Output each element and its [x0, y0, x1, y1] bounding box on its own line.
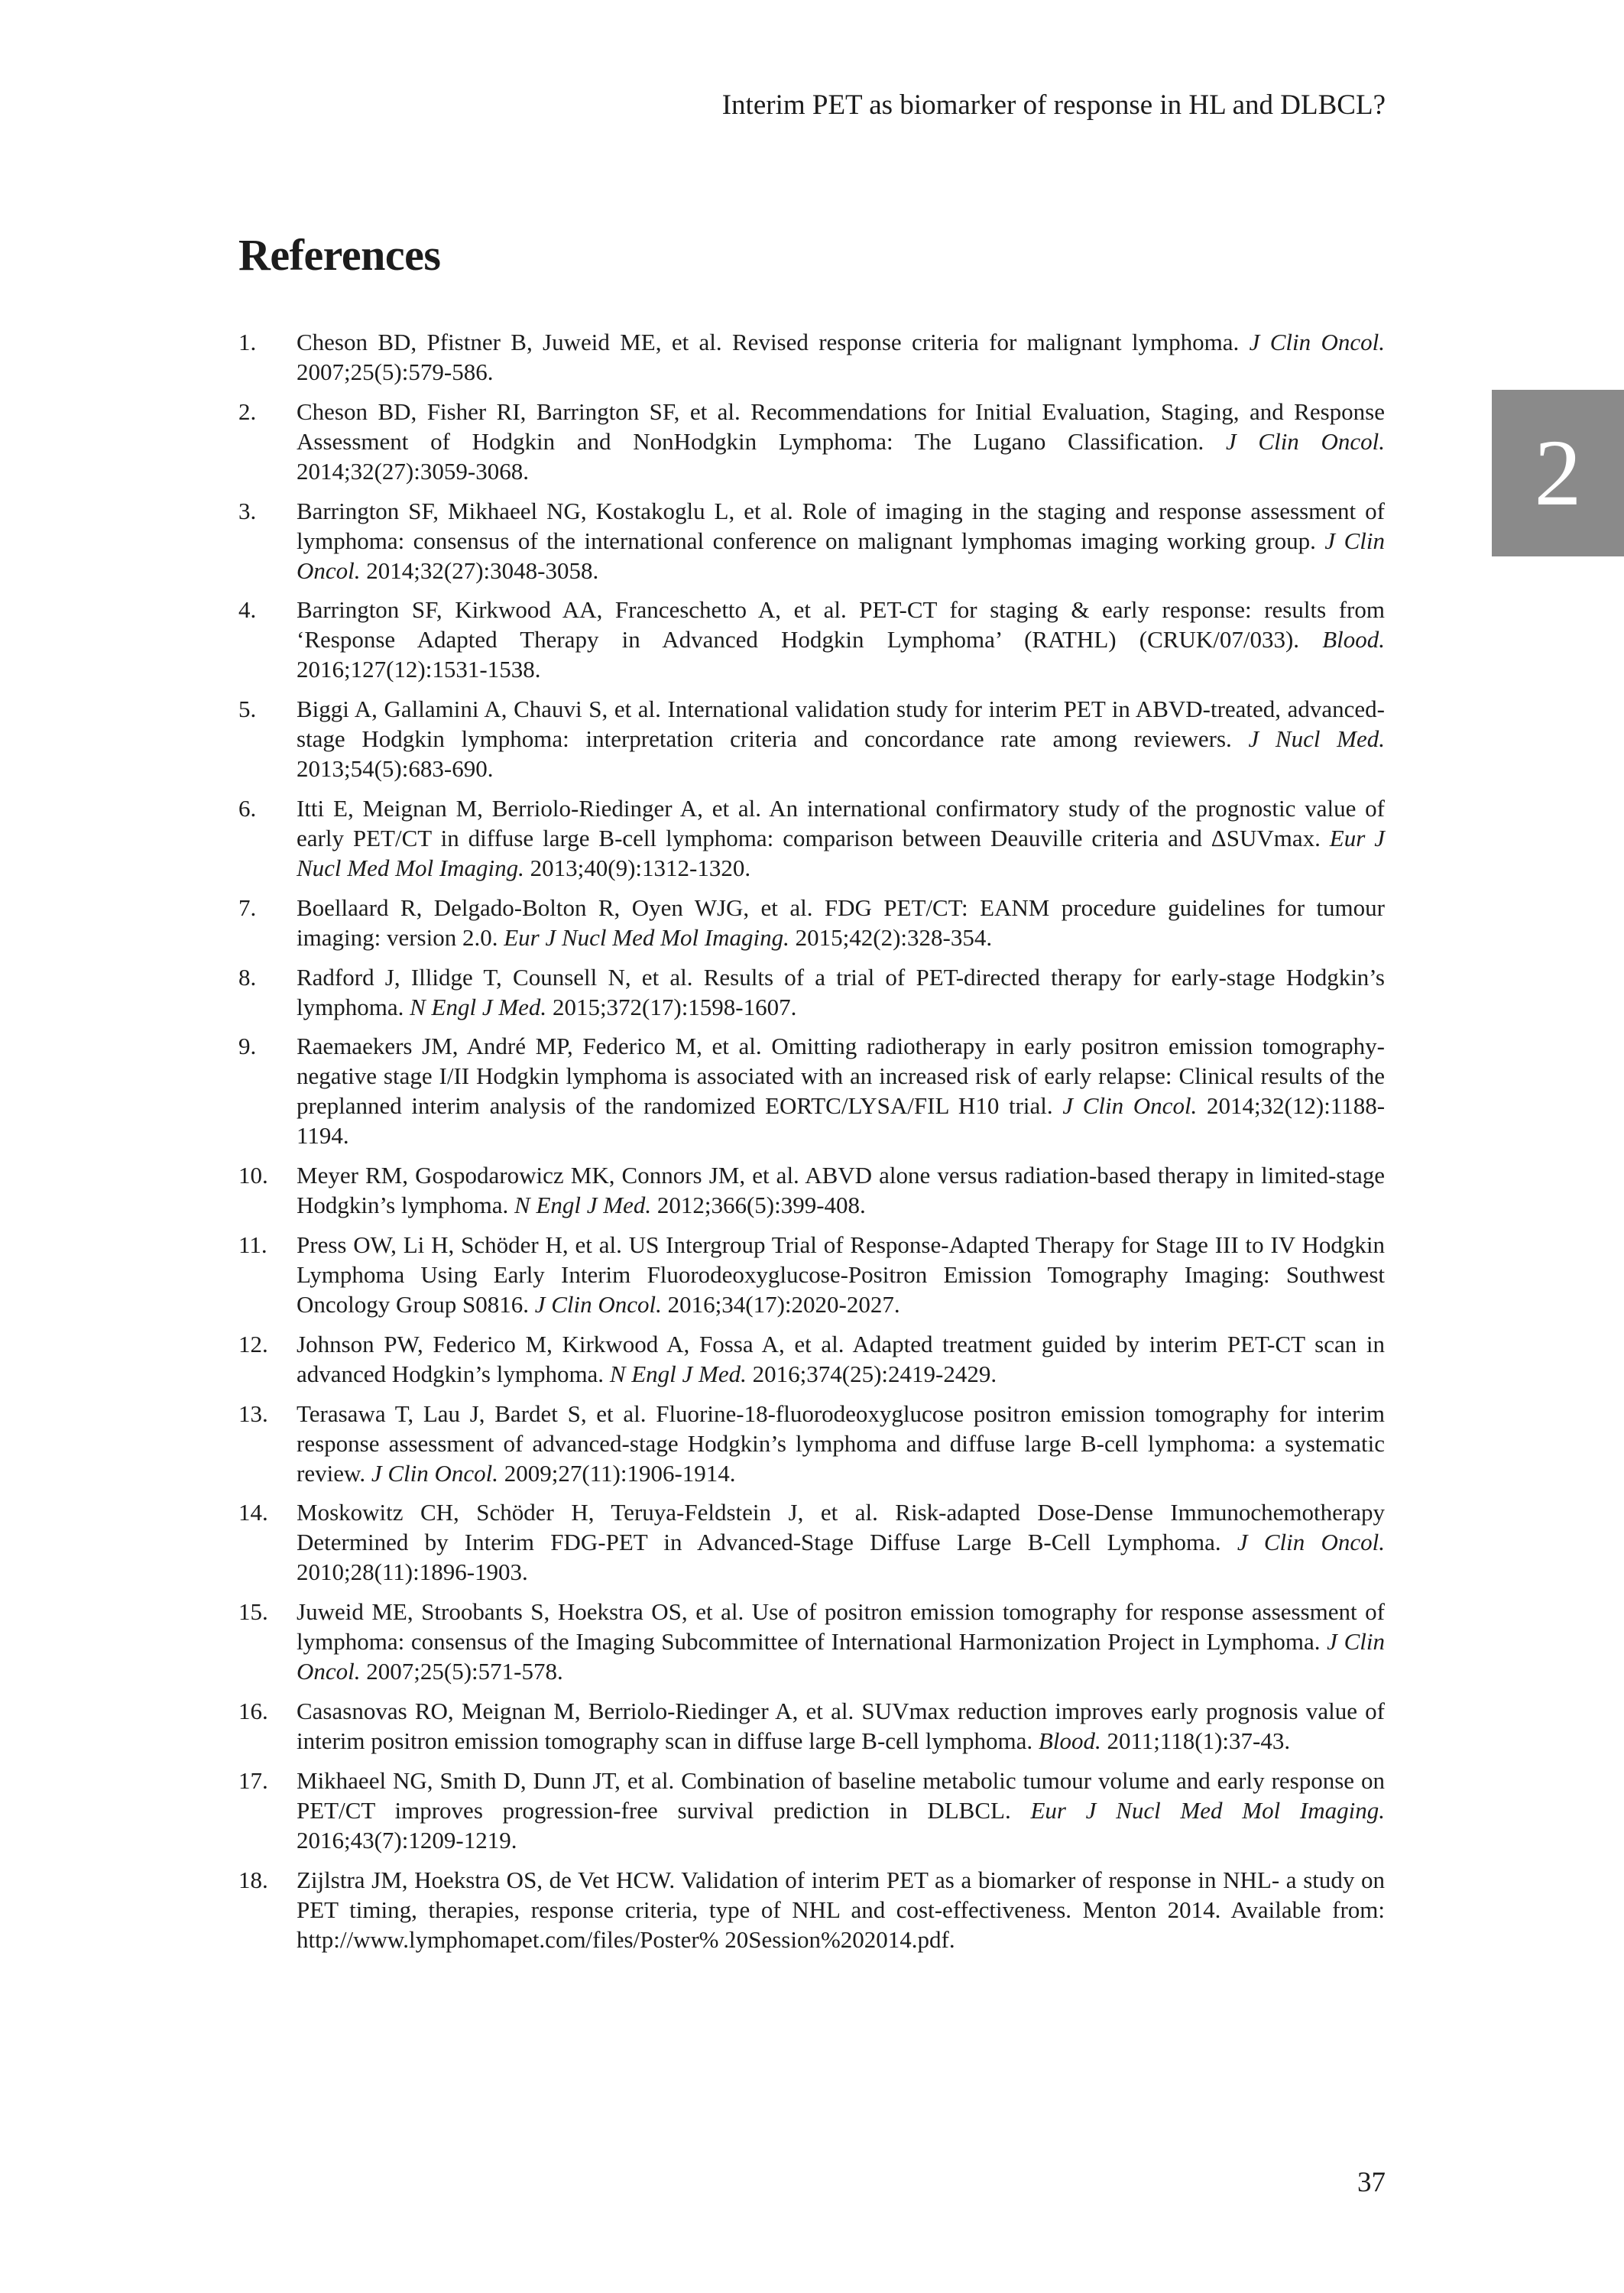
- reference-body: [297, 327, 1385, 387]
- reference-journal: J Clin Oncol.: [534, 1290, 662, 1318]
- reference-number: 17.: [238, 1766, 268, 1794]
- reference-body: [297, 1597, 1385, 1686]
- reference-text: Press OW, Li H, Schöder H, et al. US Intergroup Trial of Response-Adapted Therapy for Stage III to IV Hodgkin Lymphoma Using Early Interim Fluorodeoxyglucose-Positron Emission Tomography Imaging: Southwest Oncology Group S0816.: [297, 1231, 1385, 1318]
- reference-text: Barrington SF, Mikhaeel NG, Kostakoglu L, et al. Role of imaging in the staging and response assessment of lymphoma: consensus of the international conference on malignant lymphomas imaging working group.: [297, 497, 1385, 554]
- reference-item: [238, 595, 1385, 684]
- reference-number: 11.: [238, 1231, 267, 1258]
- section-heading: References: [238, 230, 441, 280]
- reference-number: 6.: [238, 794, 257, 822]
- reference-citation: 2010;28(11):1896-1903.: [297, 1558, 528, 1586]
- reference-journal: Blood.: [1038, 1727, 1101, 1754]
- reference-item: [238, 397, 1385, 486]
- reference-text: Radford J, Illidge T, Counsell N, et al. Results of a trial of PET-directed therapy for early-stage Hodgkin’s lymphoma.: [297, 963, 1385, 1020]
- reference-text: Cheson BD, Fisher RI, Barrington SF, et al. Recommendations for Initial Evaluation, Staging, and Response Assessment of Hodgkin and NonHodgkin Lymphoma: The Lugano Classification.: [297, 397, 1385, 455]
- reference-number: 15.: [238, 1598, 268, 1626]
- reference-number: 10.: [238, 1162, 268, 1189]
- reference-number: 18.: [238, 1866, 268, 1893]
- reference-text: Meyer RM, Gospodarowicz MK, Connors JM, et al. ABVD alone versus radiation-based therapy in limited-stage Hodgkin’s lymphoma.: [297, 1162, 1385, 1219]
- reference-body: [297, 1230, 1385, 1319]
- running-head: Interim PET as biomarker of response in HL and DLBCL?: [721, 89, 1386, 121]
- reference-body: [297, 962, 1385, 1022]
- reference-body: [297, 1031, 1385, 1150]
- reference-citation: 2016;374(25):2419-2429.: [746, 1360, 997, 1387]
- reference-item: [238, 1497, 1385, 1587]
- reference-journal: J Clin Oncol.: [1249, 329, 1386, 355]
- reference-text: Juweid ME, Stroobants S, Hoekstra OS, et al. Use of positron emission tomography for response assessment of lymphoma: consensus of the Imaging Subcommittee of International Harmonization Project in Lymphoma.: [297, 1598, 1385, 1656]
- reference-item: [238, 1399, 1385, 1488]
- reference-item: [238, 327, 1385, 387]
- reference-item: [238, 893, 1385, 952]
- reference-citation: 2014;32(27):3059-3068.: [297, 457, 529, 485]
- reference-text: Casasnovas RO, Meignan M, Berriolo-Riedinger A, et al. SUVmax reduction improves early prognosis value of interim positron emission tomography scan in diffuse large B-cell lymphoma.: [297, 1697, 1385, 1754]
- reference-journal: N Engl J Med.: [410, 993, 547, 1020]
- reference-text: Boellaard R, Delgado-Bolton R, Oyen WJG, et al. FDG PET/CT: EANM procedure guidelines for tumour imaging: version 2.0.: [297, 894, 1385, 951]
- reference-item: [238, 1696, 1385, 1756]
- reference-citation: 2009;27(11):1906-1914.: [498, 1459, 736, 1487]
- reference-number: 9.: [238, 1033, 257, 1060]
- reference-body: [297, 694, 1385, 783]
- reference-text: Itti E, Meignan M, Berriolo-Riedinger A, et al. An international confirmatory study of the prognostic value of early PET/CT in diffuse large B-cell lymphoma: comparison between Deauville criteria and ΔSUVmax.: [297, 794, 1385, 851]
- reference-body: [297, 1865, 1385, 1954]
- reference-citation: 2012;366(5):399-408.: [651, 1192, 866, 1219]
- reference-citation: 2016;34(17):2020-2027.: [661, 1290, 900, 1318]
- reference-journal: Blood.: [1322, 626, 1385, 654]
- reference-citation: 2015;42(2):328-354.: [789, 923, 993, 951]
- reference-number: 7.: [238, 894, 257, 921]
- reference-journal: N Engl J Med.: [609, 1360, 747, 1387]
- reference-number: 3.: [238, 497, 257, 524]
- reference-number: 14.: [238, 1499, 268, 1526]
- reference-item: [238, 694, 1385, 783]
- reference-text: Zijlstra JM, Hoekstra OS, de Vet HCW. Validation of interim PET as a biomarker of response in NHL- a study on PET timing, therapies, response criteria, type of NHL and cost-effectiveness. Menton 2014. Available from: http://www.lymphomapet.com/files/Poster% 20Session%202014.pdf.: [297, 1866, 1385, 1953]
- reference-body: [297, 793, 1385, 883]
- reference-body: [297, 397, 1385, 486]
- reference-text: Biggi A, Gallamini A, Chauvi S, et al. International validation study for interim PET in ABVD-treated, advanced-stage Hodgkin lymphoma: interpretation criteria and concordance rate among reviewers.: [297, 696, 1385, 753]
- reference-journal: J Clin Oncol.: [1062, 1092, 1198, 1120]
- reference-journal: J Clin Oncol.: [371, 1459, 499, 1487]
- reference-number: 1.: [238, 329, 257, 355]
- reference-body: [297, 1766, 1385, 1855]
- reference-citation: 2016;127(12):1531-1538.: [297, 656, 541, 683]
- reference-number: 16.: [238, 1697, 268, 1724]
- reference-journal: J Clin Oncol.: [1237, 1529, 1385, 1556]
- reference-item: [238, 1865, 1385, 1954]
- reference-number: 12.: [238, 1330, 268, 1357]
- reference-text: Moskowitz CH, Schöder H, Teruya-Feldstein J, et al. Risk-adapted Dose-Dense Immunochemotherapy Determined by Interim FDG-PET in Advanced-Stage Diffuse Large B-Cell Lymphoma.: [297, 1499, 1385, 1556]
- reference-number: 8.: [238, 963, 257, 991]
- reference-citation: 2014;32(27):3048-3058.: [360, 556, 599, 584]
- reference-number: 5.: [238, 696, 257, 723]
- reference-text: Cheson BD, Pfistner B, Juweid ME, et al. Revised response criteria for malignant lymphoma.: [297, 329, 1250, 355]
- reference-citation: 2007;25(5):571-578.: [360, 1658, 563, 1685]
- reference-citation: 2016;43(7):1209-1219.: [297, 1826, 517, 1854]
- reference-body: [297, 1329, 1385, 1389]
- reference-body: [297, 893, 1385, 952]
- reference-item: [238, 496, 1385, 585]
- reference-list: [238, 327, 1385, 1964]
- chapter-tab: 2: [1492, 390, 1624, 556]
- reference-text: Terasawa T, Lau J, Bardet S, et al. Fluorine-18-fluorodeoxyglucose positron emission tomography for interim response assessment of advanced-stage Hodgkin’s lymphoma and diffuse large B-cell lymphoma: a systematic review.: [297, 1399, 1385, 1487]
- reference-citation: 2013;54(5):683-690.: [297, 755, 494, 783]
- reference-body: [297, 1399, 1385, 1488]
- reference-journal: Eur J Nucl Med Mol Imaging.: [297, 824, 1385, 881]
- reference-text: Raemaekers JM, André MP, Federico M, et al. Omitting radiotherapy in early positron emission tomography-negative stage I/II Hodgkin lymphoma is associated with an increased risk of early relapse: Clinical results of the preplanned interim analysis of the randomized EORTC/LYSA/FIL H10 trial.: [297, 1033, 1385, 1120]
- reference-body: [297, 1497, 1385, 1587]
- reference-body: [297, 496, 1385, 585]
- reference-journal: Eur J Nucl Med Mol Imaging.: [1030, 1796, 1385, 1824]
- reference-body: [297, 1160, 1385, 1220]
- reference-text: Mikhaeel NG, Smith D, Dunn JT, et al. Combination of baseline metabolic tumour volume and early response on PET/CT improves progression-free survival prediction in DLBCL.: [297, 1766, 1385, 1824]
- reference-journal: J Nucl Med.: [1248, 725, 1385, 753]
- reference-item: [238, 1160, 1385, 1220]
- reference-item: [238, 793, 1385, 883]
- reference-item: [238, 1230, 1385, 1319]
- reference-item: [238, 962, 1385, 1022]
- reference-citation: 2011;118(1):37-43.: [1100, 1727, 1291, 1754]
- reference-body: [297, 595, 1385, 684]
- reference-journal: N Engl J Med.: [514, 1192, 652, 1219]
- reference-text: Johnson PW, Federico M, Kirkwood A, Fossa A, et al. Adapted treatment guided by interim PET-CT scan in advanced Hodgkin’s lymphoma.: [297, 1330, 1385, 1387]
- reference-item: [238, 1766, 1385, 1855]
- reference-number: 13.: [238, 1399, 268, 1427]
- reference-journal: J Clin Oncol.: [1225, 427, 1386, 455]
- reference-journal: J Clin Oncol.: [297, 1628, 1385, 1685]
- reference-citation: 2015;372(17):1598-1607.: [546, 993, 797, 1020]
- reference-citation: 2014;32(12):1188-1194.: [297, 1092, 1386, 1150]
- reference-item: [238, 1031, 1385, 1150]
- reference-number: 2.: [238, 397, 257, 425]
- reference-item: [238, 1329, 1385, 1389]
- reference-body: [297, 1696, 1385, 1756]
- reference-citation: 2007;25(5):579-586.: [297, 358, 494, 385]
- reference-journal: J Clin Oncol.: [297, 527, 1385, 584]
- reference-journal: Eur J Nucl Med Mol Imaging.: [504, 923, 789, 951]
- reference-number: 4.: [238, 596, 257, 624]
- reference-item: [238, 1597, 1385, 1686]
- page-number: 37: [1357, 2167, 1386, 2198]
- reference-citation: 2013;40(9):1312-1320.: [524, 854, 751, 881]
- reference-text: Barrington SF, Kirkwood AA, Franceschetto A, et al. PET-CT for staging & early response: results from ‘Response Adapted Therapy in Advanced Hodgkin Lymphoma’ (RATHL) (CRUK/07/033).: [297, 596, 1385, 654]
